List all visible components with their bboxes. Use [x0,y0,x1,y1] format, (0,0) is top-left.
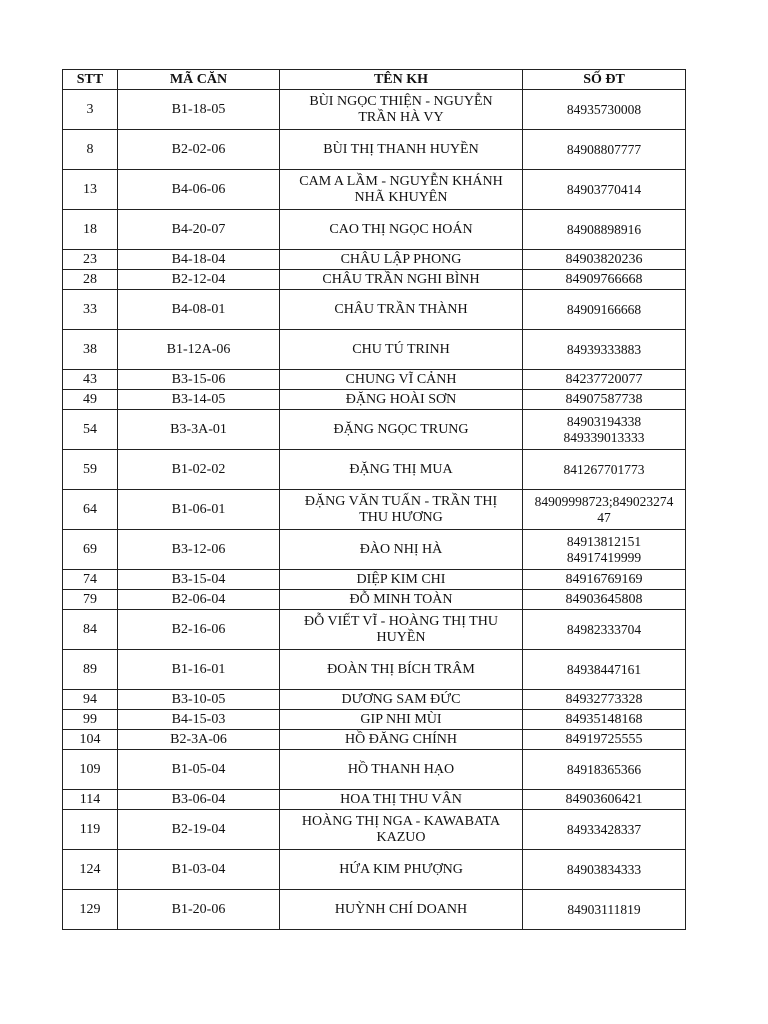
table-row [63,590,686,610]
customer-table [62,69,686,930]
cell-ma-can: B4-15-03 [118,710,280,730]
cell-ma-can: B3-14-05 [118,390,280,410]
cell-so-dt: 84909766668 [523,270,686,290]
cell-so-dt: 84903820236 [523,250,686,270]
cell-ma-can: B2-12-04 [118,270,280,290]
cell-stt: 74 [63,570,118,590]
cell-stt: 8 [63,130,118,170]
cell-ma-can: B2-16-06 [118,610,280,650]
cell-stt: 99 [63,710,118,730]
cell-stt: 109 [63,750,118,790]
table-row [63,650,686,690]
cell-so-dt: 84933428337 [523,810,686,850]
cell-ma-can: B3-06-04 [118,790,280,810]
table-row [63,790,686,810]
cell-ma-can: B1-03-04 [118,850,280,890]
cell-ten-kh: DIỆP KIM CHI [280,570,523,590]
cell-ten-kh: ĐÀO NHỊ HÀ [280,530,523,570]
table-row [63,390,686,410]
cell-so-dt: 84918365366 [523,750,686,790]
table-row [63,570,686,590]
cell-ma-can: B4-18-04 [118,250,280,270]
cell-ma-can: B3-15-04 [118,570,280,590]
cell-ten-kh: HỨA KIM PHƯỢNG [280,850,523,890]
cell-ma-can: B3-10-05 [118,690,280,710]
cell-so-dt: 84913812151 84917419999 [523,530,686,570]
cell-so-dt: 84903194338 849339013333 [523,410,686,450]
cell-stt: 59 [63,450,118,490]
table-row [63,370,686,390]
table-body [63,90,686,930]
cell-stt: 104 [63,730,118,750]
cell-ten-kh: CHÂU TRẦN THÀNH [280,290,523,330]
cell-ma-can: B3-15-06 [118,370,280,390]
cell-ten-kh: HUỲNH CHÍ DOANH [280,890,523,930]
table-row [63,210,686,250]
cell-so-dt: 84935148168 [523,710,686,730]
cell-stt: 94 [63,690,118,710]
table-row [63,810,686,850]
cell-stt: 54 [63,410,118,450]
cell-ten-kh: HỒ ĐĂNG CHÍNH [280,730,523,750]
cell-ten-kh: CHUNG VĨ CẢNH [280,370,523,390]
cell-ten-kh: HOÀNG THỊ NGA - KAWABATA KAZUO [280,810,523,850]
cell-stt: 124 [63,850,118,890]
table-header-row [63,70,686,90]
cell-stt: 79 [63,590,118,610]
cell-stt: 13 [63,170,118,210]
cell-ma-can: B2-02-06 [118,130,280,170]
table-row [63,330,686,370]
cell-so-dt: 84903645808 [523,590,686,610]
cell-ten-kh: ĐẶNG VĂN TUẤN - TRẦN THỊ THU HƯƠNG [280,490,523,530]
cell-ma-can: B1-06-01 [118,490,280,530]
cell-ten-kh: CHU TÚ TRINH [280,330,523,370]
cell-ten-kh: ĐẶNG NGỌC TRUNG [280,410,523,450]
cell-stt: 3 [63,90,118,130]
table-row [63,730,686,750]
cell-so-dt: 84903834333 [523,850,686,890]
table-row [63,490,686,530]
table-row [63,90,686,130]
cell-so-dt: 84916769169 [523,570,686,590]
cell-ten-kh: ĐỖ MINH TOÀN [280,590,523,610]
table-row [63,890,686,930]
cell-so-dt: 84935730008 [523,90,686,130]
cell-stt: 114 [63,790,118,810]
cell-so-dt: 84908898916 [523,210,686,250]
cell-so-dt: 84903606421 [523,790,686,810]
cell-ten-kh: ĐỖ VIẾT VĨ - HOÀNG THỊ THU HUYỀN [280,610,523,650]
table-row [63,690,686,710]
header-ma-can: MÃ CĂN [118,70,280,90]
cell-stt: 119 [63,810,118,850]
cell-ten-kh: HOA THỊ THU VÂN [280,790,523,810]
cell-ten-kh: CHÂU LẬP PHONG [280,250,523,270]
cell-stt: 23 [63,250,118,270]
header-stt: STT [63,70,118,90]
cell-so-dt: 84909166668 [523,290,686,330]
table-row [63,610,686,650]
cell-stt: 18 [63,210,118,250]
cell-ma-can: B2-3A-06 [118,730,280,750]
cell-ten-kh: HỒ THANH HẠO [280,750,523,790]
cell-stt: 33 [63,290,118,330]
table-row [63,850,686,890]
cell-so-dt: 841267701773 [523,450,686,490]
cell-so-dt: 84903770414 [523,170,686,210]
cell-ten-kh: DƯƠNG SAM ĐỨC [280,690,523,710]
cell-ma-can: B3-12-06 [118,530,280,570]
cell-ten-kh: BÙI THỊ THANH HUYỀN [280,130,523,170]
cell-ten-kh: ĐẶNG HOÀI SƠN [280,390,523,410]
table-row [63,270,686,290]
cell-ten-kh: CAO THỊ NGỌC HOÁN [280,210,523,250]
cell-stt: 84 [63,610,118,650]
header-so-dt: SỐ ĐT [523,70,686,90]
cell-ma-can: B2-19-04 [118,810,280,850]
cell-ma-can: B1-02-02 [118,450,280,490]
cell-stt: 69 [63,530,118,570]
table-row [63,450,686,490]
cell-ma-can: B1-20-06 [118,890,280,930]
cell-so-dt: 84939333883 [523,330,686,370]
cell-ma-can: B2-06-04 [118,590,280,610]
table-row [63,250,686,270]
cell-ten-kh: BÙI NGỌC THIỆN - NGUYỄN TRẦN HÀ VY [280,90,523,130]
cell-stt: 129 [63,890,118,930]
cell-ma-can: B1-05-04 [118,750,280,790]
cell-stt: 28 [63,270,118,290]
cell-ma-can: B1-18-05 [118,90,280,130]
cell-stt: 43 [63,370,118,390]
cell-so-dt: 84908807777 [523,130,686,170]
table-row [63,410,686,450]
cell-so-dt: 84938447161 [523,650,686,690]
cell-so-dt: 84909998723;849023274 47 [523,490,686,530]
cell-so-dt: 84237720077 [523,370,686,390]
cell-so-dt: 84932773328 [523,690,686,710]
table-row [63,750,686,790]
table-row [63,530,686,570]
cell-so-dt: 84907587738 [523,390,686,410]
cell-ma-can: B1-16-01 [118,650,280,690]
cell-ten-kh: ĐẶNG THỊ MUA [280,450,523,490]
cell-ten-kh: CAM A LẦM - NGUYỄN KHÁNH NHÃ KHUYÊN [280,170,523,210]
table-row [63,710,686,730]
table-row [63,170,686,210]
table-row [63,290,686,330]
table-row [63,130,686,170]
cell-ma-can: B4-08-01 [118,290,280,330]
cell-ten-kh: GIP NHI MÙI [280,710,523,730]
cell-so-dt: 84903111819 [523,890,686,930]
cell-so-dt: 84919725555 [523,730,686,750]
cell-stt: 38 [63,330,118,370]
header-ten-kh: TÊN KH [280,70,523,90]
cell-ma-can: B4-20-07 [118,210,280,250]
cell-ma-can: B3-3A-01 [118,410,280,450]
cell-stt: 64 [63,490,118,530]
cell-stt: 49 [63,390,118,410]
cell-ma-can: B4-06-06 [118,170,280,210]
cell-so-dt: 84982333704 [523,610,686,650]
cell-ma-can: B1-12A-06 [118,330,280,370]
cell-ten-kh: CHÂU TRẦN NGHI BÌNH [280,270,523,290]
cell-stt: 89 [63,650,118,690]
cell-ten-kh: ĐOÀN THỊ BÍCH TRÂM [280,650,523,690]
